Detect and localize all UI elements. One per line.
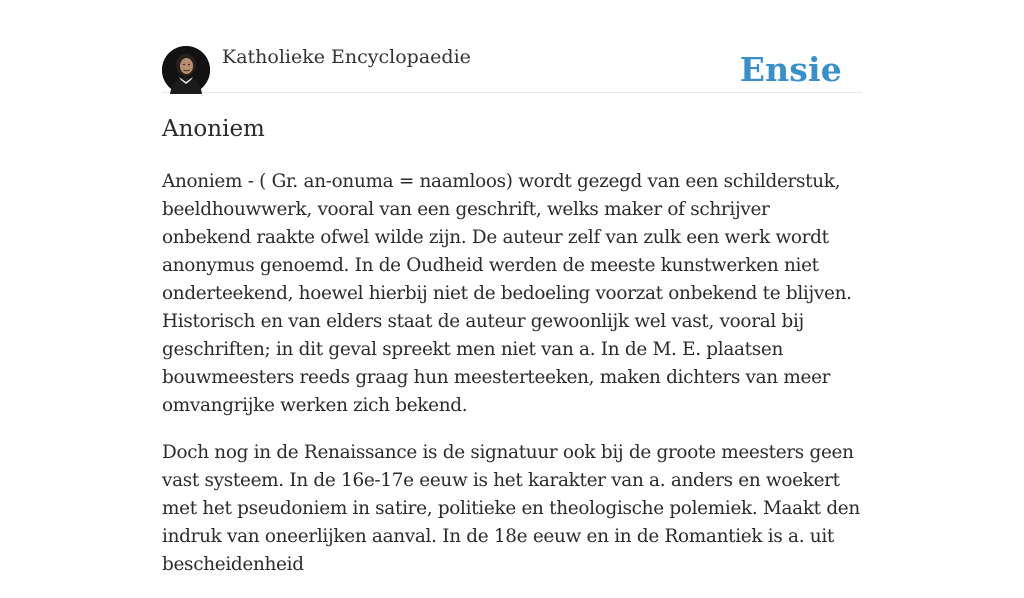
article-title: Anoniem [162, 116, 265, 142]
page-header [162, 40, 862, 93]
portrait-avatar-icon[interactable] [162, 46, 210, 94]
source-title[interactable]: Katholieke Encyclopaedie [222, 46, 471, 68]
brand-logo[interactable]: Ensie [739, 50, 842, 89]
article-paragraph: Doch nog in de Renaissance is de signatuur ook bij de groote meesters geen vast systeem. In de 16e-17e eeuw is het karakter van a. anders en woekert met het pseudoniem in satire, politieke en theologische polemiek. Maakt den indruk van oneerlijken aanval. In de 18e eeuw en in de Romantiek is a. uit bescheidenheid [162, 442, 860, 575]
article-paragraph: Anoniem - ( Gr. an-onuma = naamloos) wordt gezegd van een schilderstuk, beeldhouwwerk, vooral van een geschrift, welks maker of schrijver onbekend raakte ofwel wilde zijn. De auteur zelf van zulk een werk wordt anonymus genoemd. In de Oudheid werden de meeste kunstwerken niet onderteekend, hoewel hierbij niet de bedoeling voorzat onbekend te blijven. Historisch en van elders staat de auteur gewoonlijk wel vast, vooral bij geschriften; in dit geval spreekt men niet van a. In de M. E. plaatsen bouwmeesters reeds graag hun meesterteeken, maken dichters van meer omvangrijke werken zich bekend. [162, 171, 852, 416]
article-body [162, 168, 862, 598]
